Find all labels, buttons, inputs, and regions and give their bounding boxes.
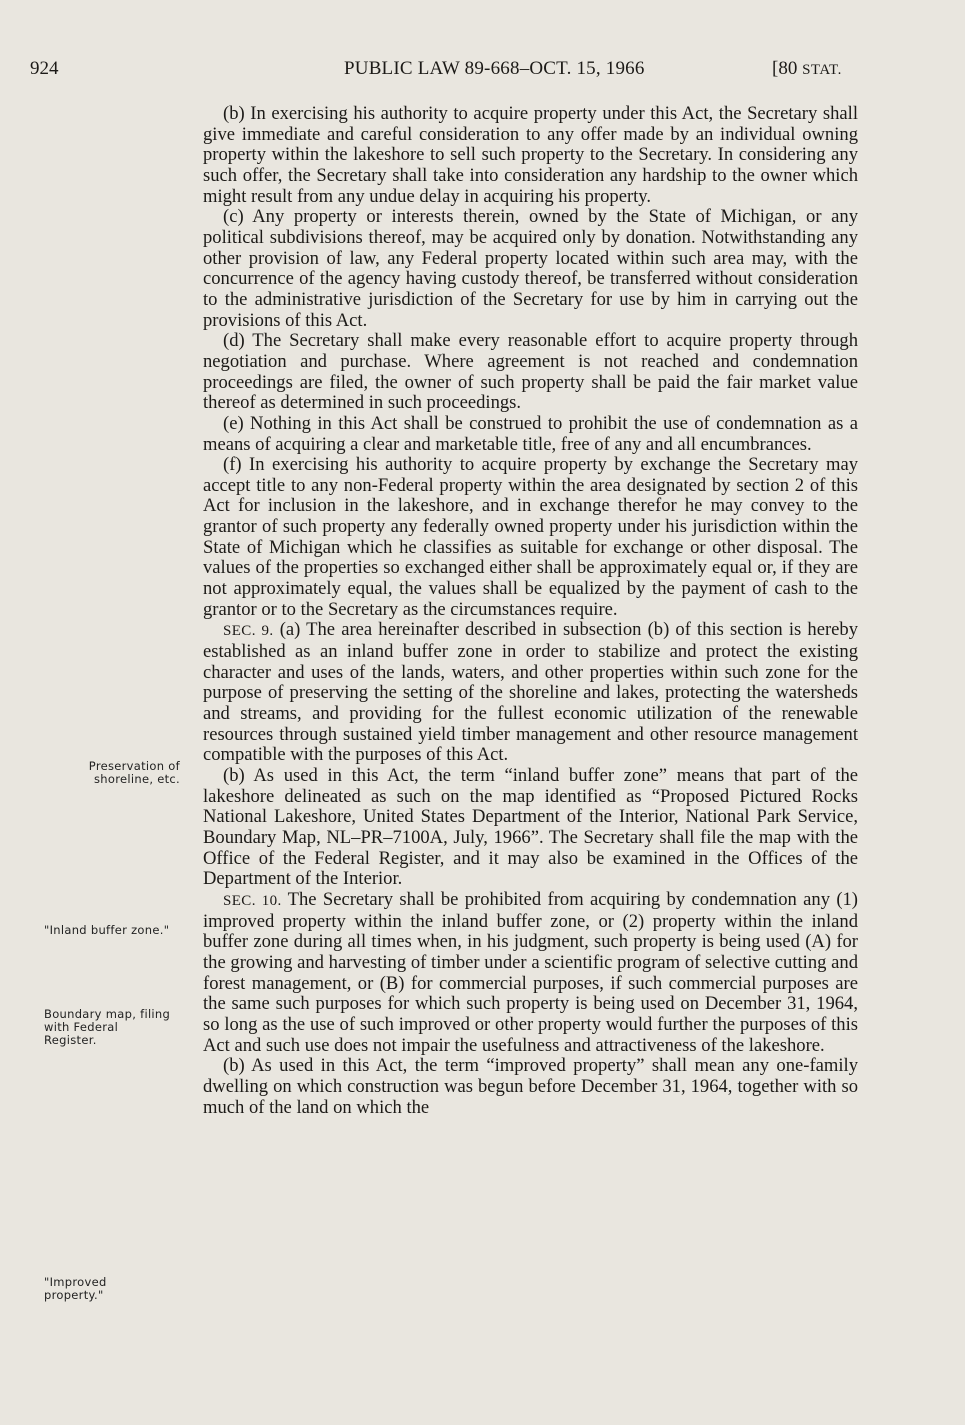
paragraph-f: (f) In exercising his authority to acquire property by exchange the Secretary may accept title to any non-Federal property within the area designated by section 2 of this Act for inclusion in the lakeshore, and in exchange therefor he may convey to the grantor of such property any federally owned property under his jurisdiction within the State of Michigan which he classifies as suitable for exchange or other disposal. The values of the properties so exchanged either shall be approximately equal or, if they are not approximately equal, the values shall be equalized by the payment of cash to the grantor or to the Secretary as the circumstances require. — [203, 454, 858, 620]
paragraph-d: (d) The Secretary shall make every reasonable effort to acquire property through negotiation and purchase. Where agreement is not reached and condemnation proceedings are filed, the owner of such property shall be paid the fair market value thereof as determined in such proceedings. — [203, 330, 858, 414]
margin-note-preservation: Preservation of shoreline, etc. — [88, 759, 180, 786]
margin-note-inland-buffer: "Inland buffer zone." — [44, 923, 170, 937]
page-number: 924 — [30, 58, 59, 79]
paragraph-b: (b) In exercising his authority to acquire property under this Act, the Secretary shall give immediate and careful consideration to any offer made by an individual owning property within the lakeshore to sell such property to the Secretary. In considering any such offer, the Secretary shall take into consideration any hardship to the owner which might result from any undue delay in acquiring his property. — [203, 103, 858, 207]
section-9-a — [203, 620, 858, 766]
page-header — [0, 58, 965, 88]
statute-prefix: [80 — [772, 58, 803, 79]
paragraph-e: (e) Nothing in this Act shall be construed to prohibit the use of condemnation as a means of acquiring a clear and marketable title, free of any and all encumbrances. — [203, 412, 858, 455]
section-10-a — [203, 890, 858, 1056]
section-10-b: (b) As used in this Act, the term “improved property” shall mean any one-family dwelling on which construction was begun before December 31, 1964, together with so much of the land on which the — [203, 1055, 858, 1118]
statute-label: STAT. — [802, 62, 842, 78]
section-10-a-text: The Secretary shall be prohibited from acquiring by condemnation any (1) improved property within the inland buffer zone, or (2) property within the inland buffer zone during all times when, in his judgment, such property is being used (A) for the growing and harvesting of timber under a scientific program of selective cutting and forest management, or (B) for commercial purposes, if such commercial purposes are the same such purposes for which such property is being used on December 31, 1964, so long as the use of such improved or other property would further the purposes of this Act and such use does not impair the usefulness and attractiveness of the lakeshore. — [203, 888, 859, 1056]
running-title: PUBLIC LAW 89-668–OCT. 15, 1966 — [344, 58, 645, 79]
margin-note-boundary-map: Boundary map, filing with Federal Register. — [44, 1007, 171, 1047]
paragraph-c: (c) Any property or interests therein, owned by the State of Michigan, or any political subdivisions thereof, may be acquired only by donation. Notwithstanding any other provision of law, any Federal property located within such area may, with the concurrence of the agency having custody thereof, be transferred without consideration to the administrative jurisdiction of the Secretary for use by him in carrying out the provisions of this Act. — [203, 206, 858, 331]
section-9-b: (b) As used in this Act, the term “inland buffer zone” means that part of the lakeshore delineated as such on the map identified as “Proposed Pictured Rocks National Lakeshore, United States Department of the Interior, National Park Service, Boundary Map, NL–PR–7100A, July, 1966”. The Secretary shall file the map with the Office of the Federal Register, and it may also be examined in the Offices of the Department of the Interior. — [203, 765, 858, 890]
section-9-label: SEC. 9. — [223, 623, 274, 640]
margin-note-improved-property: "Improved property." — [44, 1275, 107, 1302]
section-9-a-text: (a) The area hereinafter described in subsection (b) of this section is hereby established as an inland buffer zone in order to stabilize and protect the existing character and uses of the lands, waters, and other properties within such zone for the purpose of preserving the setting of the shoreline and lakes, protecting the watersheds and streams, and providing for the fullest economic utilization of the renewable resources through sustained yield timber management and other resource management compatible with the purposes of this Act. — [203, 619, 858, 766]
body-text — [203, 104, 858, 1118]
statute-reference — [772, 58, 842, 80]
section-10-label: SEC. 10. — [223, 892, 282, 909]
